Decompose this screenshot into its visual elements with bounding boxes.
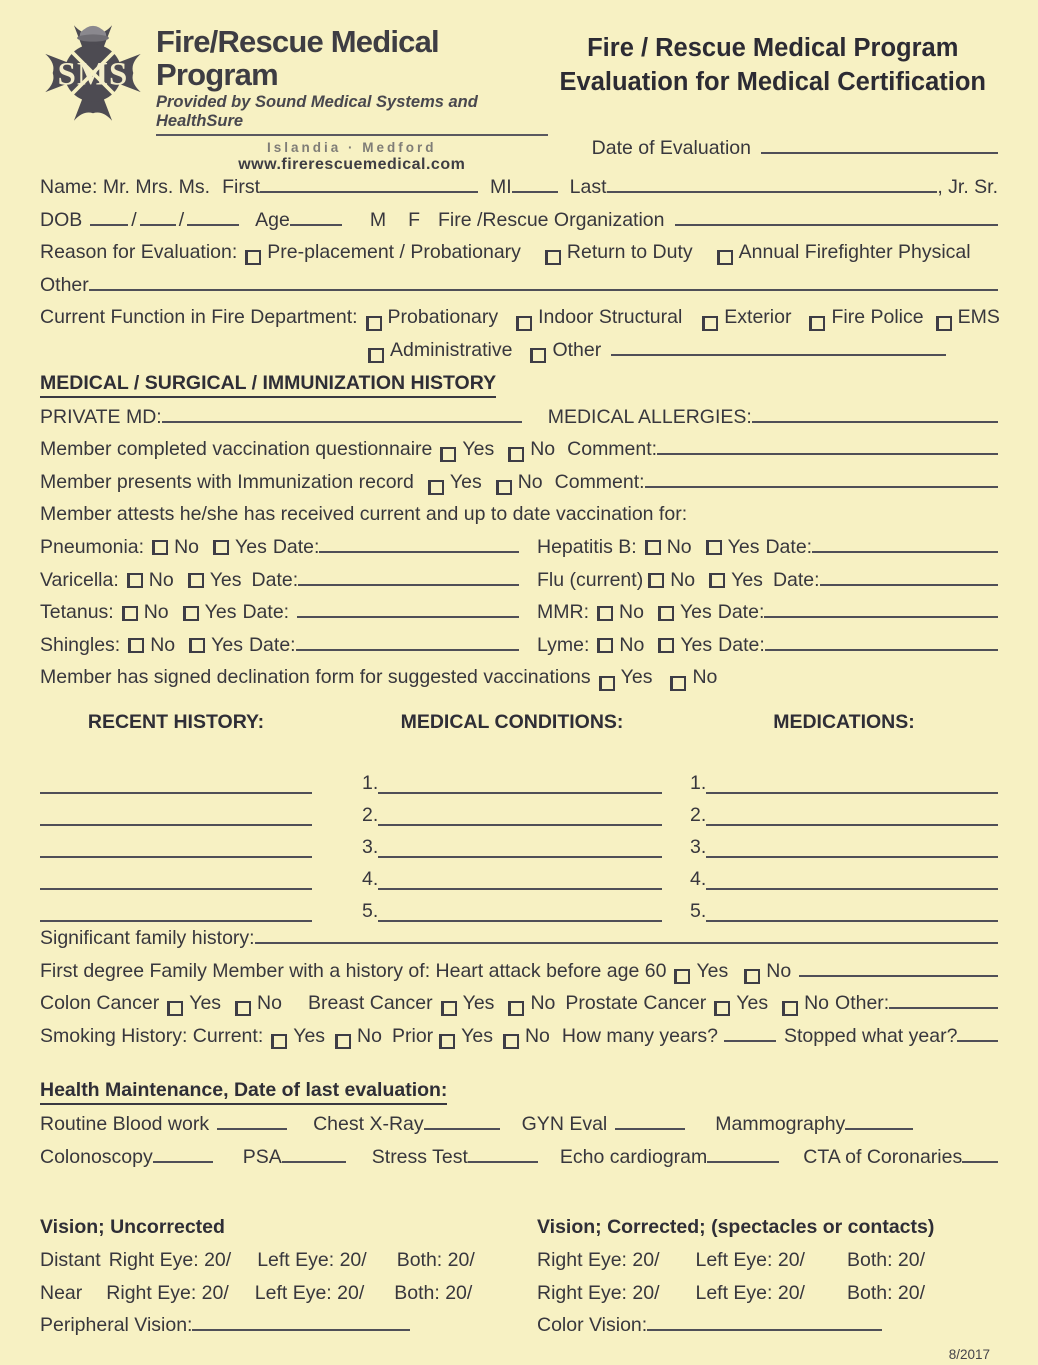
years-label: How many years? [561, 1024, 718, 1047]
echocardiogram-date-field[interactable] [707, 1146, 779, 1163]
chest-xray-date-field[interactable] [424, 1113, 500, 1130]
both-eyes-label: Both: 20/ [846, 1281, 926, 1304]
yes-label: Yes [727, 535, 760, 558]
no-label: No [357, 1024, 382, 1047]
reason-option-label: Return to Duty [566, 241, 693, 264]
private-md-label: PRIVATE MD: [40, 405, 162, 428]
checkbox-hepb-no[interactable] [645, 540, 661, 555]
vaccine-label: Varicella: [40, 568, 119, 591]
yes-label: Yes [211, 633, 243, 656]
history-section-heading: MEDICAL / SURGICAL / IMMUNIZATION HISTORY [40, 372, 496, 398]
smoking-label: Smoking History: Current: [40, 1024, 264, 1047]
vaccine-row-pneumonia-hepb [40, 536, 998, 569]
significant-history-row [40, 927, 998, 960]
age-label: Age [255, 208, 290, 231]
logo-text-block [156, 20, 548, 174]
checkbox-breast-no[interactable] [508, 1001, 524, 1016]
no-label: No [517, 470, 543, 493]
maintenance-item-label: PSA [242, 1145, 282, 1168]
date-label: Date: [248, 633, 296, 656]
vaccine-label: Lyme: [537, 633, 590, 656]
both-eyes-label: Both: 20/ [396, 1249, 475, 1272]
checkbox-tetanus-yes[interactable] [183, 606, 199, 621]
condition-field[interactable] [378, 809, 662, 826]
checkbox-pneumonia-no[interactable] [152, 540, 168, 555]
function-other-field[interactable] [611, 339, 946, 356]
revision-date: 8/2017 [948, 1346, 990, 1362]
significant-history-label: Significant family history: [40, 926, 255, 949]
pneumonia-date-field[interactable] [319, 536, 519, 553]
right-eye-label: Right Eye: 20/ [108, 1249, 232, 1272]
checkbox-probationary[interactable] [366, 316, 382, 331]
male-label[interactable]: M [369, 208, 387, 231]
date-of-evaluation-label: Date of Evaluation [591, 136, 751, 159]
condition-line [362, 827, 662, 859]
dob-year-field[interactable] [187, 209, 239, 226]
dob-row [40, 209, 998, 242]
maintenance-item-label: Chest X-Ray [313, 1113, 424, 1136]
shingles-date-field[interactable] [296, 634, 519, 651]
slash: / [178, 208, 185, 231]
comment-label: Comment: [554, 470, 645, 493]
date-label: Date: [242, 601, 290, 624]
stopped-field[interactable] [957, 1025, 998, 1042]
blank-line-field[interactable] [40, 841, 312, 858]
checkbox-fire-police[interactable] [809, 316, 825, 331]
organization-field[interactable] [675, 209, 998, 226]
checkbox-administrative[interactable] [368, 348, 384, 363]
dob-label: DOB [40, 208, 83, 231]
blank-line-field[interactable] [40, 905, 312, 922]
vaccine-row-shingles-lyme [40, 634, 998, 667]
date-label: Date: [772, 568, 820, 591]
checkbox-smoking-current-yes[interactable] [271, 1034, 287, 1049]
lyme-date-field[interactable] [765, 634, 998, 651]
date-label: Date: [717, 601, 765, 624]
condition-field[interactable] [378, 905, 662, 922]
peripheral-vision-label: Peripheral Vision: [40, 1314, 193, 1337]
first-name-label: First [222, 176, 260, 198]
female-label[interactable]: F [408, 208, 420, 231]
checkbox-lyme-no[interactable] [597, 638, 613, 653]
medication-line [690, 827, 998, 859]
medication-line [690, 763, 998, 795]
yes-label: Yes [235, 535, 267, 558]
cancer-row [40, 992, 998, 1025]
breast-cancer-label: Breast Cancer [307, 992, 433, 1015]
medication-line [690, 859, 998, 891]
checkbox-smoking-prior-yes[interactable] [439, 1034, 455, 1049]
checkbox-prostate-yes[interactable] [714, 1001, 730, 1016]
name-row [40, 176, 998, 209]
prior-label: Prior [391, 1024, 434, 1047]
comment-label: Comment: [567, 438, 658, 461]
dob-month-field[interactable] [90, 209, 128, 226]
vaccine-label: Flu (current) [537, 568, 644, 591]
medications-heading: MEDICATIONS: [773, 710, 915, 733]
checkbox-record-no[interactable] [496, 480, 512, 495]
medication-field[interactable] [706, 809, 998, 826]
function-option-label: Other [552, 338, 602, 361]
no-label: No [257, 992, 282, 1015]
right-eye-label: Right Eye: 20/ [106, 1281, 229, 1304]
medications-column [690, 711, 998, 923]
right-eye-label: Right Eye: 20/ [537, 1249, 660, 1272]
date-label: Date: [765, 535, 813, 558]
form-footer [40, 1347, 998, 1365]
checkbox-smoking-current-no[interactable] [335, 1034, 351, 1049]
logo-title: Fire/Rescue Medical Program [156, 24, 439, 92]
yes-label: Yes [461, 1024, 493, 1047]
significant-history-field[interactable] [255, 927, 998, 944]
no-label: No [766, 959, 792, 982]
stress-test-date-field[interactable] [468, 1146, 538, 1163]
attest-label: Member attests he/she has received current and up to date vaccination for: [40, 503, 688, 526]
color-vision-label: Color Vision: [537, 1314, 648, 1337]
function-option-label: Indoor Structural [538, 306, 683, 329]
color-vision-field[interactable] [647, 1314, 882, 1331]
three-column-lists [40, 711, 998, 923]
sms-logo [40, 20, 548, 174]
checkbox-declination-no[interactable] [670, 676, 686, 691]
both-eyes-label: Both: 20/ [846, 1249, 926, 1272]
medication-field[interactable] [706, 873, 998, 890]
history-section-row [40, 372, 998, 406]
current-function-row2 [40, 339, 998, 372]
condition-line [362, 763, 662, 795]
date-label: Date: [251, 568, 299, 591]
reason-other-field[interactable] [89, 274, 998, 291]
vaccination-questionnaire-row [40, 438, 998, 471]
medication-field[interactable] [706, 905, 998, 922]
medication-field[interactable] [706, 777, 998, 794]
form-title-block [548, 20, 998, 170]
no-label: No [666, 535, 692, 558]
logo-acronym: SMS [57, 56, 129, 93]
checkbox-colon-no[interactable] [235, 1001, 251, 1016]
line-number: 2. [690, 803, 707, 826]
cancer-other-label: Other: [835, 992, 890, 1015]
checkbox-indoor-structural[interactable] [516, 316, 532, 331]
form-title [548, 32, 998, 100]
hepb-date-field[interactable] [812, 536, 998, 553]
condition-field[interactable] [378, 873, 662, 890]
no-label: No [619, 633, 645, 656]
checkbox-ems[interactable] [936, 316, 952, 331]
peripheral-vision-field[interactable] [192, 1314, 410, 1331]
immunization-record-row [40, 471, 998, 504]
form-title-line2: Evaluation for Medical Certification [559, 67, 987, 96]
no-label: No [524, 1024, 550, 1047]
checkbox-exterior[interactable] [702, 316, 718, 331]
no-label: No [530, 992, 556, 1015]
recent-history-line [40, 827, 312, 859]
checkbox-heart-attack-no[interactable] [744, 969, 760, 984]
reason-label: Reason for Evaluation: [40, 241, 238, 264]
organization-label: Fire /Rescue Organization [437, 208, 665, 231]
declination-label: Member has signed declination form for suggested vaccinations [40, 666, 591, 689]
colonoscopy-date-field[interactable] [153, 1146, 213, 1163]
record-comment-field[interactable] [645, 471, 998, 488]
maintenance-item-label: Routine Blood work [40, 1113, 210, 1136]
checkbox-varicella-yes[interactable] [188, 573, 204, 588]
checkbox-heart-attack-yes[interactable] [674, 969, 690, 984]
yes-label: Yes [189, 992, 222, 1015]
both-eyes-label: Both: 20/ [394, 1281, 473, 1304]
function-option-label: Probationary [387, 306, 499, 329]
date-of-evaluation-field[interactable] [761, 137, 998, 154]
checkbox-record-yes[interactable] [428, 480, 444, 495]
logo-website: www.firerescuemedical.com [238, 156, 466, 174]
distant-label: Distant [40, 1249, 101, 1272]
yes-label: Yes [449, 470, 482, 493]
line-number: 4. [362, 867, 379, 890]
date-of-evaluation-row [548, 137, 998, 160]
dob-day-field[interactable] [140, 209, 176, 226]
yes-label: Yes [462, 992, 495, 1015]
date-label: Date: [272, 535, 320, 558]
vision-distant-row [40, 1249, 998, 1282]
form-header [40, 0, 998, 174]
maintenance-row1 [40, 1113, 998, 1146]
left-eye-label: Left Eye: 20/ [695, 1249, 805, 1272]
checkbox-smoking-prior-no[interactable] [503, 1034, 519, 1049]
reason-option-label: Pre-placement / Probationary [267, 241, 521, 264]
recent-history-line [40, 891, 312, 923]
function-option-label: Exterior [724, 306, 792, 329]
years-field[interactable] [724, 1025, 776, 1042]
no-label: No [530, 438, 556, 461]
last-name-label: Last [569, 176, 607, 198]
maintenance-item-label: CTA of Coronaries [803, 1145, 963, 1168]
condition-line [362, 859, 662, 891]
yes-label: Yes [696, 959, 729, 982]
line-number: 4. [690, 867, 707, 890]
smoking-row [40, 1025, 998, 1058]
maintenance-item-label: Mammography [715, 1113, 846, 1136]
mammography-date-field[interactable] [845, 1113, 913, 1130]
form-title-line1: Fire / Rescue Medical Program [587, 34, 959, 62]
checkbox-mmr-yes[interactable] [658, 606, 674, 621]
yes-label: Yes [731, 568, 763, 591]
vaccine-row-tetanus-mmr [40, 601, 998, 634]
no-label: No [150, 633, 176, 656]
vision-bottom-row [40, 1314, 998, 1347]
medical-conditions-heading: MEDICAL CONDITIONS: [400, 710, 624, 733]
first-degree-field[interactable] [799, 960, 998, 977]
checkbox-shingles-no[interactable] [128, 638, 144, 653]
no-label: No [174, 535, 200, 558]
function-option-label: EMS [957, 306, 1000, 329]
vaccine-label: Pneumonia: [40, 535, 145, 558]
private-md-row [40, 406, 998, 439]
checkbox-colon-yes[interactable] [167, 1001, 183, 1016]
mi-label: MI [490, 176, 512, 198]
line-number: 3. [690, 835, 707, 858]
no-label: No [148, 568, 174, 591]
checkbox-preplacement[interactable] [245, 250, 261, 265]
checkbox-annual-physical[interactable] [717, 250, 733, 265]
record-label: Member presents with Immunization record [40, 470, 414, 493]
checkbox-pneumonia-yes[interactable] [213, 540, 229, 555]
suffix-label: , Jr. Sr. [937, 176, 998, 198]
checkbox-declination-yes[interactable] [599, 676, 615, 691]
current-function-label: Current Function in Fire Department: [40, 306, 358, 329]
yes-label: Yes [679, 601, 712, 624]
stopped-label: Stopped what year? [783, 1024, 958, 1047]
checkbox-hepb-yes[interactable] [706, 540, 722, 555]
function-option-label: Administrative [390, 338, 513, 361]
prostate-cancer-label: Prostate Cancer [565, 992, 707, 1015]
gyn-eval-date-field[interactable] [615, 1113, 685, 1130]
cancer-other-field[interactable] [889, 992, 998, 1009]
fire-helmet-icon [77, 26, 109, 42]
tetanus-date-field[interactable] [297, 601, 519, 618]
maintenance-item-label: Echo cardiogram [559, 1145, 708, 1168]
cta-date-field[interactable] [962, 1146, 998, 1163]
checkbox-flu-no[interactable] [648, 573, 664, 588]
line-number: 5. [690, 899, 707, 922]
near-label: Near [40, 1281, 83, 1304]
private-md-field[interactable] [162, 406, 522, 423]
checkbox-return-to-duty[interactable] [545, 250, 561, 265]
condition-field[interactable] [378, 841, 662, 858]
first-degree-row [40, 960, 998, 993]
blank-line-field[interactable] [40, 809, 312, 826]
varicella-date-field[interactable] [298, 569, 519, 586]
other-label: Other [40, 273, 89, 296]
recent-history-column [40, 711, 312, 923]
maintenance-row2 [40, 1146, 998, 1179]
yes-label: Yes [736, 992, 769, 1015]
reason-option-label: Annual Firefighter Physical [738, 241, 971, 264]
reason-row [40, 241, 998, 274]
name-label: Name: Mr. Mrs. Ms. [40, 176, 211, 198]
medical-conditions-column [362, 711, 662, 923]
no-label: No [692, 666, 718, 689]
checkbox-function-other[interactable] [530, 348, 546, 363]
recent-history-line [40, 763, 312, 795]
checkbox-questionnaire-no[interactable] [508, 447, 524, 462]
maintenance-item-label: Stress Test [371, 1145, 468, 1168]
logo-tagline: Provided by Sound Medical Systems and HealthSure [156, 93, 548, 136]
no-label: No [143, 601, 169, 624]
blank-line-field[interactable] [40, 777, 312, 794]
declination-row [40, 666, 998, 699]
recent-history-line [40, 795, 312, 827]
first-name-field[interactable] [260, 176, 478, 193]
yes-label: Yes [462, 438, 495, 461]
vaccine-label: MMR: [537, 601, 589, 624]
yes-label: Yes [620, 666, 653, 689]
condition-field[interactable] [378, 777, 662, 794]
line-number: 2. [362, 803, 379, 826]
vaccine-label: Shingles: [40, 633, 121, 656]
reason-other-row [40, 274, 998, 307]
vaccine-row-varicella-flu [40, 569, 998, 602]
line-number: 5. [362, 899, 379, 922]
colon-cancer-label: Colon Cancer [40, 992, 160, 1015]
mi-field[interactable] [512, 176, 558, 193]
checkbox-lyme-yes[interactable] [658, 638, 674, 653]
date-label: Date: [718, 633, 765, 656]
slash: / [131, 208, 137, 231]
vision-uncorrected-heading: Vision; Uncorrected [40, 1216, 225, 1239]
last-name-field[interactable] [607, 176, 938, 193]
medical-allergies-field[interactable] [752, 406, 998, 423]
maintenance-heading: Health Maintenance, Date of last evaluation: [40, 1079, 447, 1105]
first-degree-label: First degree Family Member with a history of: Heart attack before age 60 [40, 959, 667, 982]
maltese-cross-icon [40, 20, 146, 126]
questionnaire-label: Member completed vaccination questionnaire [40, 438, 433, 461]
checkbox-shingles-yes[interactable] [189, 638, 205, 653]
maintenance-item-label: Colonoscopy [40, 1145, 153, 1168]
function-option-label: Fire Police [831, 306, 924, 329]
blood-work-date-field[interactable] [217, 1113, 287, 1130]
checkbox-flu-yes[interactable] [709, 573, 725, 588]
mmr-date-field[interactable] [764, 601, 998, 618]
vision-near-row [40, 1282, 998, 1315]
age-field[interactable] [290, 209, 342, 226]
yes-label: Yes [204, 601, 237, 624]
checkbox-mmr-no[interactable] [597, 606, 613, 621]
questionnaire-comment-field[interactable] [657, 438, 998, 455]
recent-history-heading: RECENT HISTORY: [87, 710, 265, 733]
blank-line-field[interactable] [40, 873, 312, 890]
yes-label: Yes [680, 633, 713, 656]
psa-date-field[interactable] [282, 1146, 346, 1163]
maintenance-item-label: GYN Eval [521, 1113, 608, 1136]
condition-line [362, 891, 662, 923]
medical-allergies-label: MEDICAL ALLERGIES: [547, 405, 752, 428]
checkbox-prostate-no[interactable] [782, 1001, 798, 1016]
yes-label: Yes [293, 1024, 326, 1047]
no-label: No [670, 568, 696, 591]
vaccine-label: Hepatitis B: [537, 535, 637, 558]
flu-date-field[interactable] [820, 569, 998, 586]
line-number: 1. [362, 771, 379, 794]
checkbox-varicella-no[interactable] [127, 573, 143, 588]
medication-field[interactable] [706, 841, 998, 858]
vision-corrected-heading: Vision; Corrected; (spectacles or contacts) [537, 1216, 935, 1239]
recent-history-line [40, 859, 312, 891]
left-eye-label: Left Eye: 20/ [695, 1281, 805, 1304]
medication-line [690, 795, 998, 827]
maintenance-heading-row [40, 1079, 998, 1113]
vaccine-label: Tetanus: [40, 601, 114, 624]
checkbox-questionnaire-yes[interactable] [440, 447, 456, 462]
current-function-row [40, 306, 998, 339]
line-number: 3. [362, 835, 379, 858]
right-eye-label: Right Eye: 20/ [537, 1281, 660, 1304]
yes-label: Yes [209, 568, 242, 591]
left-eye-label: Left Eye: 20/ [254, 1281, 365, 1304]
vision-headings-row [40, 1216, 998, 1249]
logo-locations: Islandia · Medford [267, 140, 437, 156]
left-eye-label: Left Eye: 20/ [257, 1249, 367, 1272]
condition-line [362, 795, 662, 827]
checkbox-tetanus-no[interactable] [122, 606, 138, 621]
no-label: No [619, 601, 644, 624]
medication-line [690, 891, 998, 923]
line-number: 1. [690, 771, 707, 794]
checkbox-breast-yes[interactable] [441, 1001, 457, 1016]
no-label: No [804, 992, 830, 1015]
attest-row [40, 503, 998, 536]
